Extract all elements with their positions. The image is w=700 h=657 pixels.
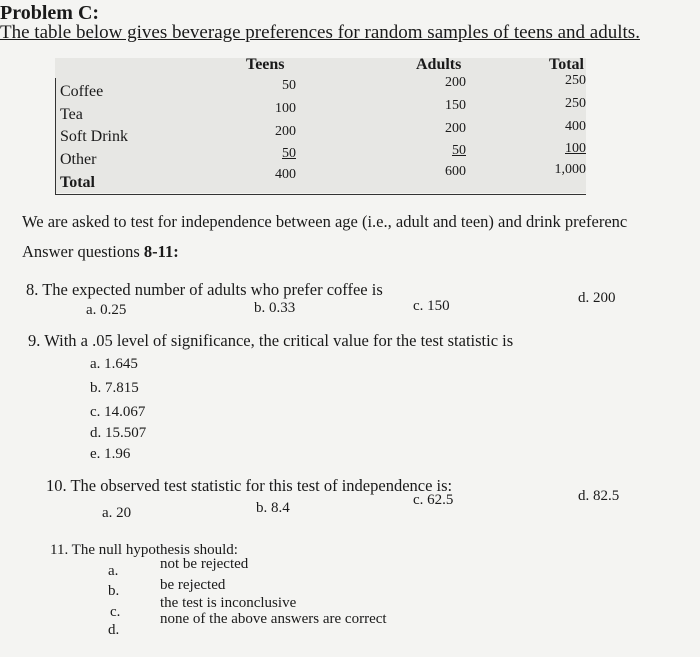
- question-11-letter-a: a.: [108, 563, 119, 579]
- table-left-border: [55, 78, 56, 194]
- question-11-option-a: not be rejected: [160, 556, 249, 572]
- instructions-prefix: Answer questions: [22, 242, 144, 261]
- question-9-text: 9. With a .05 level of significance, the critical value for the test statistic is: [28, 331, 514, 350]
- cell-total-adults: 600: [445, 164, 466, 179]
- question-11-option-c: the test is inconclusive: [160, 595, 297, 611]
- row-label-soft-drink: Soft Drink: [60, 128, 128, 145]
- table-bottom-border: [55, 194, 586, 195]
- cell-soft-drink-total: 400: [565, 119, 586, 134]
- row-label-coffee: Coffee: [60, 83, 104, 100]
- question-11-letter-d: d.: [108, 622, 120, 638]
- cell-coffee-total: 250: [565, 73, 586, 88]
- header-total: Total: [549, 56, 584, 73]
- question-11-option-d: none of the above answers are correct: [160, 611, 387, 627]
- cell-coffee-adults: 200: [445, 75, 466, 90]
- question-10-option-c: c. 62.5: [413, 492, 454, 508]
- question-9-option-a: a. 1.645: [90, 356, 138, 372]
- question-8-text: 8. The expected number of adults who prefer coffee is: [26, 280, 383, 299]
- cell-soft-drink-teens: 200: [275, 124, 296, 139]
- instructions-question-range: 8-11:: [143, 242, 179, 261]
- question-9-option-e: e. 1.96: [90, 446, 131, 462]
- question-11-text: 11. The null hypothesis should:: [50, 542, 238, 558]
- question-8-option-a: a. 0.25: [86, 302, 127, 318]
- intro-text: The table below gives beverage preferences for random samples of teens and adults.: [0, 22, 640, 43]
- row-label-tea: Tea: [60, 106, 83, 123]
- cell-tea-teens: 100: [275, 101, 296, 116]
- question-11-option-b: be rejected: [160, 577, 226, 593]
- question-10-option-b: b. 8.4: [256, 500, 290, 516]
- cell-other-teens: 50: [282, 146, 296, 161]
- question-9-option-c: c. 14.067: [90, 404, 146, 420]
- cell-total-total: 1,000: [554, 162, 586, 177]
- cell-soft-drink-adults: 200: [445, 121, 466, 136]
- table-background: [55, 58, 586, 193]
- question-11-letter-b: b.: [108, 583, 120, 599]
- cell-other-adults: 50: [452, 143, 466, 158]
- row-label-other: Other: [60, 151, 97, 168]
- problem-title: Problem C:: [0, 2, 100, 24]
- question-9-option-d: d. 15.507: [90, 425, 147, 441]
- instructions-line-2: [22, 242, 179, 262]
- question-9-option-b: b. 7.815: [90, 380, 139, 396]
- question-8-option-d: d. 200: [578, 290, 616, 306]
- cell-other-total: 100: [565, 141, 586, 156]
- header-adults: Adults: [416, 56, 462, 73]
- cell-total-teens: 400: [275, 167, 296, 182]
- instructions-line-1: We are asked to test for independence between age (i.e., adult and teen) and drink preferenc: [22, 212, 628, 231]
- question-10-option-a: a. 20: [102, 505, 132, 521]
- question-8-option-c: c. 150: [413, 298, 450, 314]
- cell-tea-total: 250: [565, 96, 586, 111]
- question-11-letter-c: c.: [110, 604, 121, 620]
- question-10-text: 10. The observed test statistic for this test of independence is:: [46, 476, 453, 495]
- question-10-option-d: d. 82.5: [578, 488, 620, 504]
- cell-tea-adults: 150: [445, 98, 466, 113]
- question-8-option-b: b. 0.33: [254, 300, 296, 316]
- header-teens: Teens: [246, 56, 285, 73]
- cell-coffee-teens: 50: [282, 78, 296, 93]
- row-label-total: Total: [60, 174, 95, 191]
